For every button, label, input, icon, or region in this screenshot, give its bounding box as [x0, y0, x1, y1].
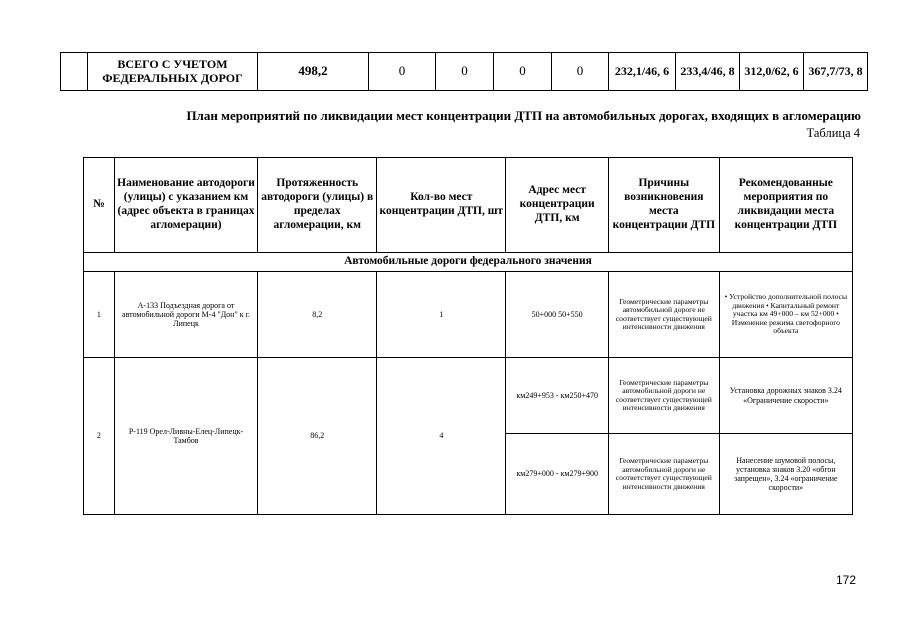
row-road-name: А-133 Подъездная дорога от автомобильной дороги М-4 "Дон" к г. Липецк	[114, 272, 258, 358]
header-address: Адрес мест концентрации ДТП, км	[506, 158, 609, 253]
summary-value-5: 232,1/46, 6	[609, 53, 676, 91]
summary-label: ВСЕГО С УЧЕТОМ ФЕДЕРАЛЬНЫХ ДОРОГ	[88, 53, 258, 91]
row-num: 2	[84, 358, 115, 515]
row-num: 1	[84, 272, 115, 358]
header-num: №	[84, 158, 115, 253]
header-causes: Причины возникновения места концентрации ДТП	[608, 158, 719, 253]
table-label: Таблица 4	[806, 126, 860, 140]
summary-value-6: 233,4/46, 8	[676, 53, 740, 91]
summary-value-1: 0	[369, 53, 436, 91]
row-count: 4	[377, 358, 506, 515]
summary-value-8: 367,7/73, 8	[804, 53, 868, 91]
header-name: Наименование автодороги (улицы) с указанием км (адрес объекта в границах агломерации)	[114, 158, 258, 253]
section-title: Автомобильные дороги федерального значения	[84, 253, 853, 272]
plan-title: План мероприятий по ликвидации мест концентрации ДТП на автомобильных дорогах, входящих в агломерацию	[186, 108, 861, 123]
row-causes: Геометрические параметры автомобильной дороги не соответствует существующей интенсивности движения	[608, 434, 719, 515]
page-number: 172	[836, 573, 857, 587]
row-recommended: • Устройство дополнительной полосы движения • Капитальный ремонт участка км 49+000 – км 52+000 • Изменение режима светофорного объекта	[719, 272, 852, 358]
section-row	[84, 253, 853, 272]
summary-table	[60, 52, 868, 91]
table-row	[84, 358, 853, 434]
summary-value-7: 312,0/62, 6	[740, 53, 804, 91]
summary-row	[61, 53, 868, 91]
row-causes: Геометрические параметры автомобильной дороги не соответствует существующей интенсивности движения	[608, 358, 719, 434]
summary-empty-cell	[61, 53, 88, 91]
row-address: 50+000 50+550	[506, 272, 609, 358]
row-recommended: Нанесение шумовой полосы, установка знаков 3.20 «обгон запрещен», 3.24 «ограничение скорости»	[719, 434, 852, 515]
summary-value-4: 0	[552, 53, 609, 91]
row-address: км249+953 - км250+470	[506, 358, 609, 434]
plan-table	[83, 157, 853, 515]
header-recommended: Рекомендованные мероприятия по ликвидации места концентрации ДТП	[719, 158, 852, 253]
table-header-row	[84, 158, 853, 253]
row-road-name: Р-119 Орел-Ливны-Елец-Липецк-Тамбов	[114, 358, 258, 515]
table-row	[84, 272, 853, 358]
row-length: 86,2	[258, 358, 377, 515]
summary-length: 498,2	[258, 53, 369, 91]
row-causes: Геометрические параметры автомобильной дороге не соответствует существующей интенсивности движения	[608, 272, 719, 358]
summary-value-3: 0	[494, 53, 552, 91]
row-length: 8,2	[258, 272, 377, 358]
summary-value-2: 0	[436, 53, 494, 91]
row-address: км279+000 - км279+900	[506, 434, 609, 515]
header-length: Протяженность автодороги (улицы) в пределах агломерации, км	[258, 158, 377, 253]
row-count: 1	[377, 272, 506, 358]
header-count: Кол-во мест концентрации ДТП, шт	[377, 158, 506, 253]
row-recommended: Установка дорожных знаков 3.24 «Ограничение скорости»	[719, 358, 852, 434]
